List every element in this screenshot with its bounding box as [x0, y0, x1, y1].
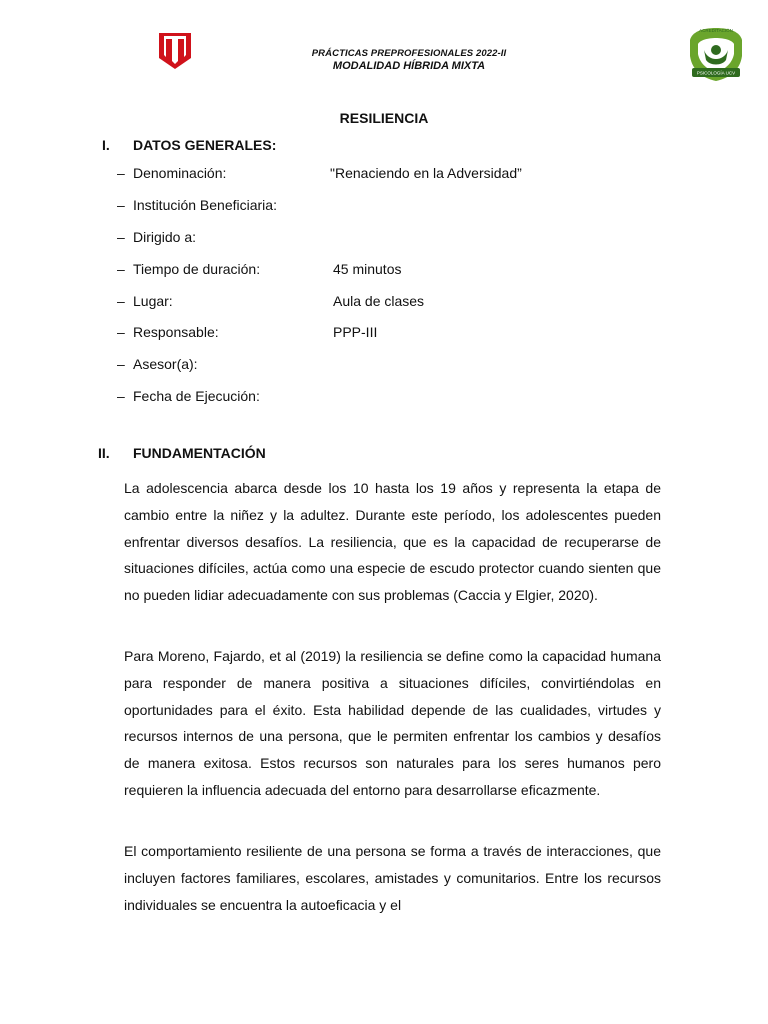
bullet: – — [117, 356, 125, 373]
list-item — [117, 259, 677, 291]
bullet: – — [117, 196, 125, 213]
list-item — [117, 322, 677, 354]
header-line-2: MODALIDAD HÍBRIDA MIXTA — [332, 60, 486, 72]
list-item — [117, 227, 677, 259]
field-label: Lugar: — [133, 292, 173, 309]
bullet: – — [117, 324, 125, 341]
field-value: Aula de clases — [333, 292, 425, 309]
bullet: – — [117, 260, 125, 277]
general-data-list — [117, 163, 677, 418]
list-item — [117, 291, 677, 323]
field-value: 45 minutos — [333, 260, 402, 277]
field-label: Asesor(a): — [133, 356, 198, 373]
section-number: I. — [102, 137, 110, 153]
badge-top-text: ACREDITACIÓN — [699, 28, 733, 33]
bullet: – — [117, 292, 125, 309]
document-title: RESILIENCIA — [339, 110, 429, 126]
field-label: Responsable: — [133, 324, 219, 341]
field-label: Denominación: — [133, 165, 227, 181]
field-value: PPP-III — [333, 324, 378, 341]
section-title: FUNDAMENTACIÓN — [133, 445, 266, 461]
page-header — [0, 48, 768, 73]
list-item — [117, 195, 677, 227]
section-title: DATOS GENERALES: — [133, 137, 277, 153]
field-label: Tiempo de duración: — [133, 260, 261, 277]
field-label: Dirigido a: — [133, 228, 197, 245]
badge-band-text: PSICOLOGÍA UCV — [696, 70, 736, 76]
list-item — [117, 354, 677, 386]
paragraph: El comportamiento resiliente de una persona se forma a través de interacciones, que incluyen factores familiares, escolares, amistades y comunitarios. Entre los recursos individuales se encuentra la autoeficacia y el — [124, 843, 661, 913]
header-line-1: PRÁCTICAS PREPROFESIONALES 2022-II — [311, 48, 507, 59]
paragraph: La adolescencia abarca desde los 10 hasta los 19 años y representa la etapa de cambio entre la niñez y la adultez. Durante este período, los adolescentes pueden enfrentar diversos desafíos. La resiliencia, que es la capacidad de recuperarse de situaciones difíciles, actúa como una especie de escudo protector cuando sienten que no pueden lidiar adecuadamente con sus problemas (Caccia y Elgier, 2020). — [124, 480, 661, 604]
field-label: Fecha de Ejecución: — [133, 388, 260, 405]
section-number: II. — [98, 445, 110, 461]
field-value: "Renaciendo en la Adversidad” — [330, 165, 522, 181]
list-item — [117, 163, 677, 195]
bullet: – — [117, 388, 125, 405]
paragraph: Para Moreno, Fajardo, et al (2019) la resiliencia se define como la capacidad humana para responder de manera positiva a situaciones difíciles, convirtiéndolas en oportunidades para el éxito. Esta habilidad depende de las cualidades, virtudes y recursos internos de una persona, que le permiten enfrentar los cambios y desafíos de manera exitosa. Estos recursos son naturales para los seres humanos pero requieren la influencia adecuada del entorno para desarrollarse eficazmente. — [124, 648, 661, 798]
list-item — [117, 386, 677, 418]
bullet: – — [117, 228, 125, 245]
bullet: – — [117, 165, 125, 181]
field-label: Institución Beneficiaria: — [133, 196, 277, 213]
